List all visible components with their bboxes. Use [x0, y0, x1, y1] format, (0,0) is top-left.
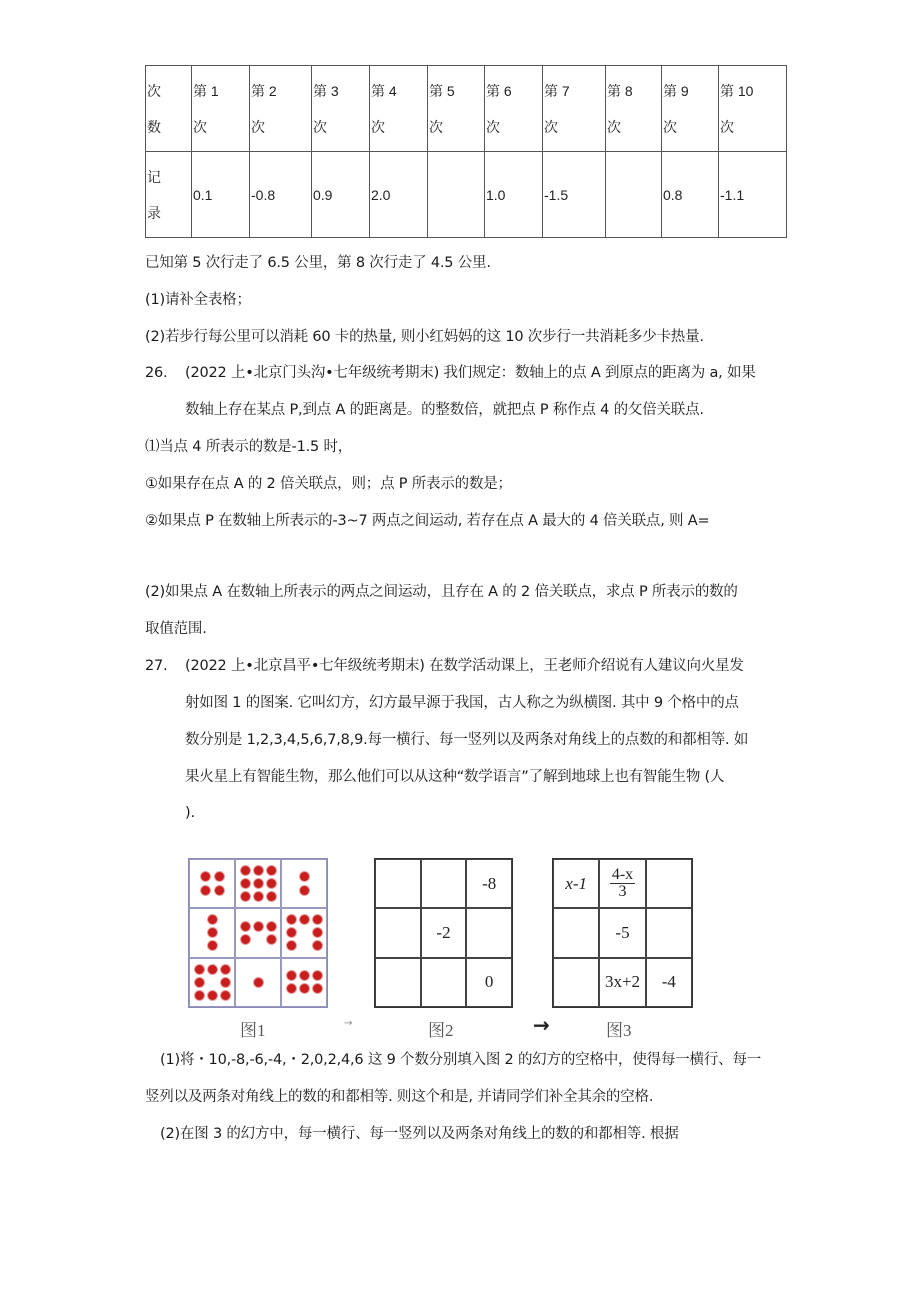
value-cell: 0.8 [662, 152, 719, 238]
cell-text: 第 9 [663, 82, 689, 99]
cell-text: 第 8 [607, 82, 633, 99]
q26-sub2-line1: (2)如果点 A 在数轴上所表示的两点之间运动，且存在 A 的 2 倍关联点，求点 P 所表示的数的 [145, 584, 738, 600]
figure-2-magic-square [374, 858, 513, 1008]
cell-text: 次 [486, 118, 500, 135]
grid-cell: x-1 [553, 859, 599, 908]
cell-text: 记 [147, 168, 161, 185]
cell-text: 次 [429, 118, 443, 135]
cell-text: 第 6 [486, 82, 512, 99]
header-cell [485, 66, 543, 152]
walking-record-table [145, 65, 787, 238]
cell-text: 第 3 [313, 82, 339, 99]
grid-cell: -5 [599, 908, 645, 957]
cell-text: 数 [147, 118, 161, 135]
fraction [610, 867, 635, 900]
cell-text: 第 10 [720, 82, 754, 99]
cell-text: 第 1 [193, 82, 219, 99]
figure-3-caption: 图3 [606, 1021, 632, 1040]
grid-cell: -4 [646, 958, 692, 1007]
q27-line: 射如图 1 的图案. 它叫幻方，幻方最早源于我国，古人称之为纵横图. 其中 9 个格中的点 [185, 695, 739, 711]
grid-cell [421, 859, 467, 908]
grid-cell [646, 908, 692, 957]
header-cell [312, 66, 370, 152]
cell-text: 次 [720, 118, 734, 135]
q26-sub1a: ①如果存在点 A 的 2 倍关联点，则；点 P 所表示的数是； [145, 476, 512, 492]
header-cell [719, 66, 787, 152]
grid-cell [466, 908, 512, 957]
cell-text: 录 [147, 204, 161, 221]
row-header-cell [146, 66, 192, 152]
value-cell: 0.9 [312, 152, 370, 238]
q27-line: 数分别是 1,2,3,4,5,6,7,8,9.每一横行、每一竖列以及两条对角线上的点数的和都相等. 如 [185, 732, 749, 748]
figure-2-caption: 图2 [428, 1021, 454, 1040]
grid-cell [646, 859, 692, 908]
header-cell [543, 66, 606, 152]
small-arrow-icon: → [344, 1018, 353, 1029]
q26-sub1: ⑴当点 4 所表示的数是-1.5 时， [145, 439, 353, 455]
q25-part1: (1)请补全表格； [145, 292, 251, 308]
value-cell-blank [428, 152, 485, 238]
grid-cell [553, 908, 599, 957]
cell-text: 次 [371, 118, 385, 135]
cell-text: 次 [147, 82, 161, 99]
dot-cell-4 [189, 859, 235, 908]
header-cell [370, 66, 428, 152]
fraction-denominator: 3 [618, 883, 627, 901]
cell-text: 第 5 [429, 82, 455, 99]
header-cell [606, 66, 662, 152]
header-cell [250, 66, 312, 152]
grid-cell [375, 958, 421, 1007]
header-cell [428, 66, 485, 152]
figure-3-magic-square [552, 858, 693, 1008]
grid-cell-fraction [599, 859, 645, 908]
value-cell: 0.1 [192, 152, 250, 238]
value-cell: -1.1 [719, 152, 787, 238]
cell-text: 次 [663, 118, 677, 135]
cell-text: 次 [607, 118, 621, 135]
dot-cell-3 [189, 908, 235, 957]
dot-cell-8 [189, 958, 235, 1007]
q27-line: ). [185, 805, 195, 821]
dot-cell-1 [235, 958, 281, 1007]
grid-cell [553, 958, 599, 1007]
arrow-right-icon: → [533, 1013, 550, 1037]
grid-cell: 0 [466, 958, 512, 1007]
q26-line1: (2022 上•北京门头沟•七年级统考期末) 我们规定：数轴上的点 A 到原点的距离为 a, 如果 [185, 365, 756, 381]
table-header-row [146, 66, 787, 152]
figure-1-caption: 图1 [240, 1021, 266, 1040]
value-cell-blank [606, 152, 662, 238]
q27-part1-line2: 竖列以及两条对角线上的数的和都相等. 则这个和是, 并请同学们补全其余的空格. [145, 1089, 654, 1105]
figure-1-magic-square [188, 858, 328, 1008]
value-cell: 1.0 [485, 152, 543, 238]
cell-text: 第 2 [251, 82, 277, 99]
value-cell: -0.8 [250, 152, 312, 238]
dot-cell-9 [235, 859, 281, 908]
q26-line2: 数轴上存在某点 P,到点 A 的距离是。的整数倍，就把点 P 称作点 4 的攵倍关联点. [185, 402, 704, 418]
cell-text: 次 [193, 118, 207, 135]
grid-cell: 3x+2 [599, 958, 645, 1007]
cell-text: 第 7 [544, 82, 570, 99]
grid-cell [421, 958, 467, 1007]
q26-number: 26. [145, 365, 168, 381]
q27-line: (2022 上•北京昌平•七年级统考期末) 在数学活动课上，王老师介绍说有人建议向火星发 [185, 658, 744, 674]
cell-text: 次 [313, 118, 327, 135]
value-cell: 2.0 [370, 152, 428, 238]
cell-text: 第 4 [371, 82, 397, 99]
grid-cell: -8 [466, 859, 512, 908]
grid-cell [375, 859, 421, 908]
q27-part2-line1: (2)在图 3 的幻方中，每一横行、每一竖列以及两条对角线上的数的和都相等. 根据 [160, 1126, 679, 1142]
value-cell: -1.5 [543, 152, 606, 238]
grid-cell: -2 [421, 908, 467, 957]
header-cell [192, 66, 250, 152]
row-header-cell [146, 152, 192, 238]
table-record-row [146, 152, 787, 238]
fraction-numerator: 4-x [611, 866, 634, 884]
q25-part2: (2)若步行每公里可以消耗 60 卡的热量, 则小红妈妈的这 10 次步行一共消耗多少卡热量. [145, 329, 704, 345]
cell-text: 次 [251, 118, 265, 135]
q27-line: 果火星上有智能生物，那么他们可以从这种“数学语言”了解到地球上也有智能生物 (人 [185, 769, 725, 785]
q27-number: 27. [145, 658, 168, 674]
header-cell [662, 66, 719, 152]
q27-part1-line1: (1)将・10,-8,-6,-4,・2,0,2,4,6 这 9 个数分别填入图 2 的幻方的空格中，使得每一横行、每一 [160, 1052, 762, 1068]
dot-cell-2 [281, 859, 327, 908]
q26-sub1b: ②如果点 P 在数轴上所表示的-3~7 两点之间运动, 若存在点 A 最大的 4 倍关联点, 则 A= [145, 513, 710, 529]
q25-given: 已知第 5 次行走了 6.5 公里，第 8 次行走了 4.5 公里. [145, 255, 491, 271]
dot-cell-5 [235, 908, 281, 957]
cell-text: 次 [544, 118, 558, 135]
grid-cell [375, 908, 421, 957]
dot-cell-7 [281, 908, 327, 957]
dot-cell-6 [281, 958, 327, 1007]
q26-sub2-line2: 取值范围. [145, 621, 207, 637]
